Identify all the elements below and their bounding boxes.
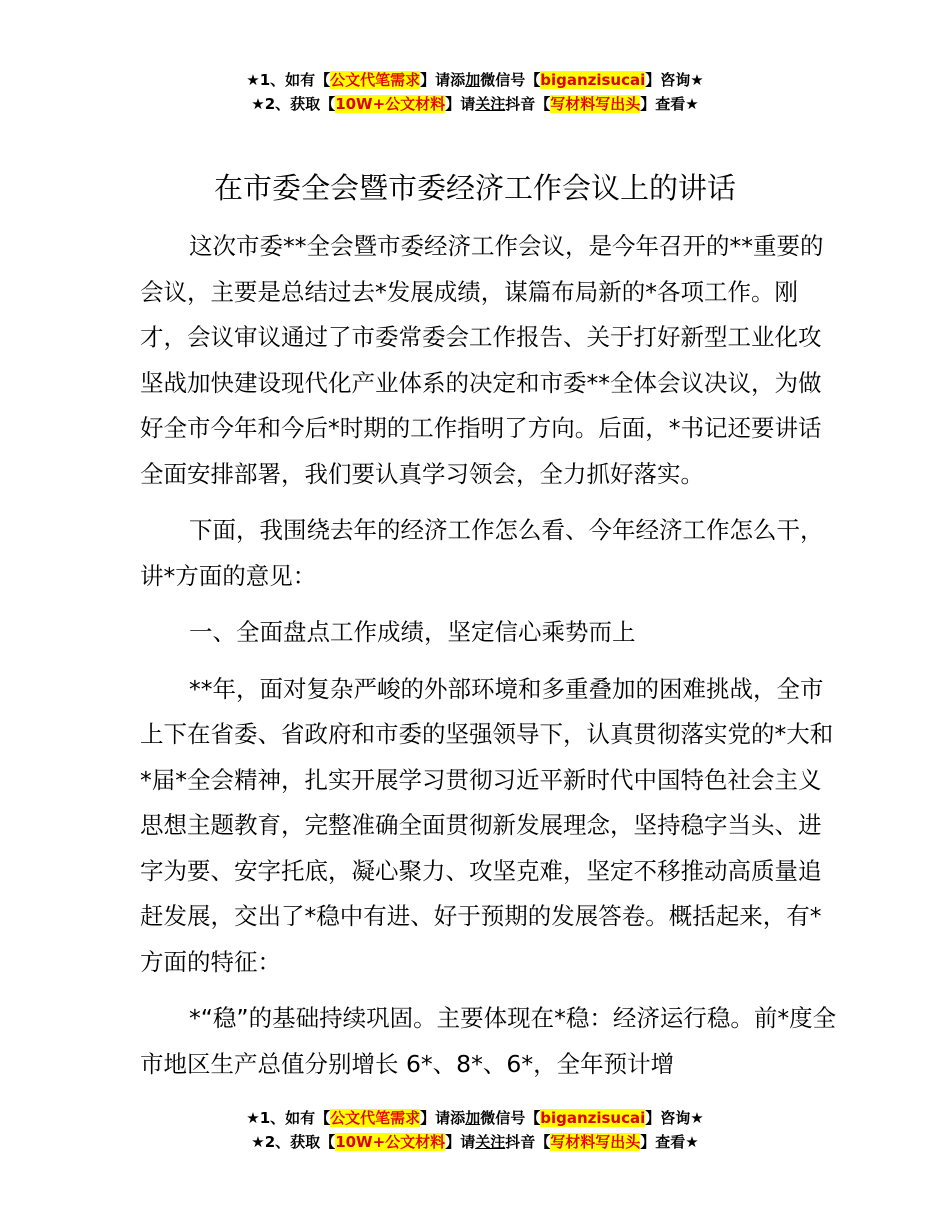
section-heading: 一、全面盘点工作成绩，坚定信心乘势而上 (189, 618, 636, 646)
banner-line-1 (0, 1106, 950, 1130)
banner-text: ★2、获取【 (251, 1133, 336, 1151)
banner-highlight: 公文代笔需求 (330, 1109, 421, 1127)
banner-text: ★2、获取【 (251, 95, 336, 113)
banner-text: 微信号【 (480, 71, 541, 89)
document-title: 在市委全会暨市委经济工作会议上的讲话 (213, 171, 736, 205)
banner-highlight: 公文代笔需求 (330, 71, 421, 89)
footer-banner (0, 1106, 950, 1154)
banner-text: 】请 (445, 95, 476, 113)
banner-highlight: biganzisucai (540, 71, 646, 89)
banner-text: 】查看★ (640, 95, 699, 113)
banner-text: 】咨询★ (645, 71, 704, 89)
banner-emphasis: 关注 (475, 1133, 506, 1151)
paragraph: **年，面对复杂严峻的外部环境和多重叠加的困难挑战，全市上下在省委、省政府和市委的坚强领导下，认真贯彻落实党的*大和*届*全会精神，扎实开展学习贯彻习近平新时代中国特色社会主义思想主题教育，完整准确全面贯彻新发展理念，坚持稳字当头、进字为要、安字托底，凝心聚力、攻坚克难，坚定不移推动高质量追赶发展，交出了*稳中有进、好于预期的发展答卷。概括起来，有*方面的特征： (140, 674, 834, 976)
banner-emphasis: 加 (465, 71, 481, 89)
banner-line-1 (0, 68, 950, 92)
banner-emphasis: 关注 (475, 95, 506, 113)
banner-line-2 (0, 1130, 950, 1154)
paragraph: *“稳”的基础持续巩固。主要体现在*稳：经济运行稳。前*度全市地区生产总值分别增长 6*、8*、6*，全年预计增 (140, 1004, 837, 1078)
banner-text: 】请添 (420, 71, 466, 89)
banner-text: 】查看★ (640, 1133, 699, 1151)
banner-highlight: 10W+公文材料 (335, 95, 446, 113)
banner-text: 微信号【 (480, 1109, 541, 1127)
paragraph: 下面，我围绕去年的经济工作怎么看、今年经济工作怎么干，讲*方面的意见： (140, 516, 824, 590)
banner-emphasis: 加 (465, 1109, 481, 1127)
banner-text: ★1、如有【 (246, 1109, 331, 1127)
header-banner (0, 68, 950, 116)
banner-text: 抖音【 (505, 95, 551, 113)
banner-highlight: 写材料写出头 (550, 95, 641, 113)
paragraph: 这次市委**全会暨市委经济工作会议，是今年召开的**重要的会议，主要是总结过去*发展成绩，谋篇布局新的*各项工作。刚才，会议审议通过了市委常委会工作报告、关于打好新型工业化攻坚战加快建设现代化产业体系的决定和市委**全体会议决议，为做好全市今年和今后*时期的工作指明了方向。后面，*书记还要讲话全面安排部署，我们要认真学习领会，全力抓好落实。 (140, 232, 824, 488)
banner-text: ★1、如有【 (246, 71, 331, 89)
banner-highlight: biganzisucai (540, 1109, 646, 1127)
banner-text: 】请添 (420, 1109, 466, 1127)
banner-text: 】咨询★ (645, 1109, 704, 1127)
banner-text: 抖音【 (505, 1133, 551, 1151)
banner-highlight: 写材料写出头 (550, 1133, 641, 1151)
banner-highlight: 10W+公文材料 (335, 1133, 446, 1151)
banner-line-2 (0, 92, 950, 116)
document-body (140, 224, 840, 1087)
banner-text: 】请 (445, 1133, 476, 1151)
